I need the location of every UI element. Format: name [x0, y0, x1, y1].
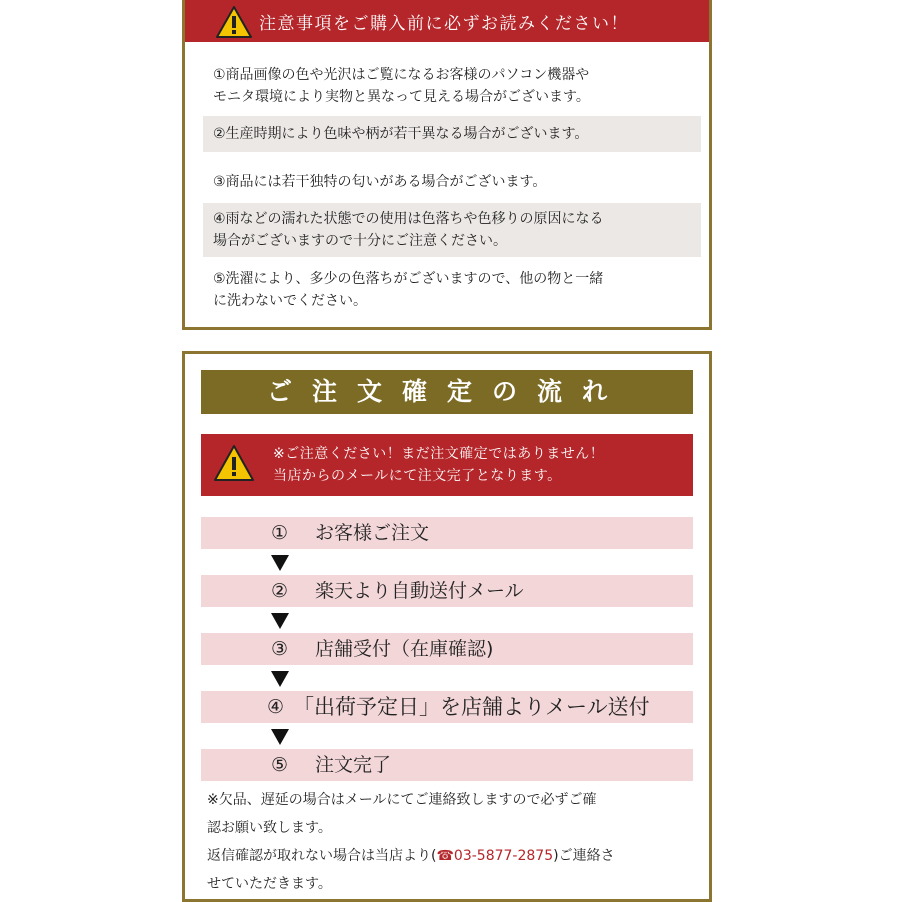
down-arrow-icon	[271, 555, 289, 571]
notice-item-3: ③商品には若干独特の匂いがある場合がございます。	[213, 174, 547, 190]
down-arrow-icon	[271, 729, 289, 745]
notice-title: 注意事項をご購入前に必ずお読みください！	[259, 14, 629, 34]
alert-line-1: ※ご注意ください！まだ注文確定ではありません！	[273, 446, 605, 462]
flow-step-3: ③ 店舗受付（在庫確認)	[201, 633, 693, 665]
footer-note-2: 認お願い致します。	[207, 820, 332, 836]
flow-step-4: ④ 「出荷予定日」を店舗よりメール送付	[201, 691, 693, 723]
order-flow-title: ご注文確定の流れ	[201, 370, 693, 414]
footer-note-3: 返信確認が取れない場合は当店より(☎03-5877-2875)ご連絡さ	[207, 848, 615, 864]
footer-note-1: ※欠品、遅延の場合はメールにてご連絡致しますので必ずご確	[207, 792, 597, 808]
notice-item-5: ⑤洗濯により、多少の色落ちがございますので、他の物と一緒 に洗わないでください。	[213, 271, 604, 309]
down-arrow-icon	[271, 613, 289, 629]
notice-header	[185, 0, 709, 42]
flow-step-1: ① お客様ご注文	[201, 517, 693, 549]
footer-note-4: せていただきます。	[207, 876, 332, 892]
notice-item-4: ④雨などの濡れた状態での使用は色落ちや色移りの原因になる 場合がございますので十分にご注意ください。	[203, 203, 701, 257]
order-alert	[201, 434, 693, 496]
notice-item-1: ①商品画像の色や光沢はご覧になるお客様のパソコン機器や モニタ環境により実物と異なって見える場合がございます。	[213, 67, 590, 105]
order-flow-panel	[182, 351, 712, 902]
warning-icon	[213, 444, 255, 482]
down-arrow-icon	[271, 671, 289, 687]
flow-step-5: ⑤ 注文完了	[201, 749, 693, 781]
notice-item-2: ②生産時期により色味や柄が若干異なる場合がございます。	[203, 116, 701, 152]
phone-icon: ☎	[436, 848, 454, 864]
warning-icon	[215, 5, 253, 39]
flow-step-2: ② 楽天より自動送付メール	[201, 575, 693, 607]
notice-panel	[182, 0, 712, 330]
phone-number[interactable]: 03-5877-2875	[453, 848, 554, 864]
alert-line-2: 当店からのメールにて注文完了となります。	[273, 468, 562, 484]
